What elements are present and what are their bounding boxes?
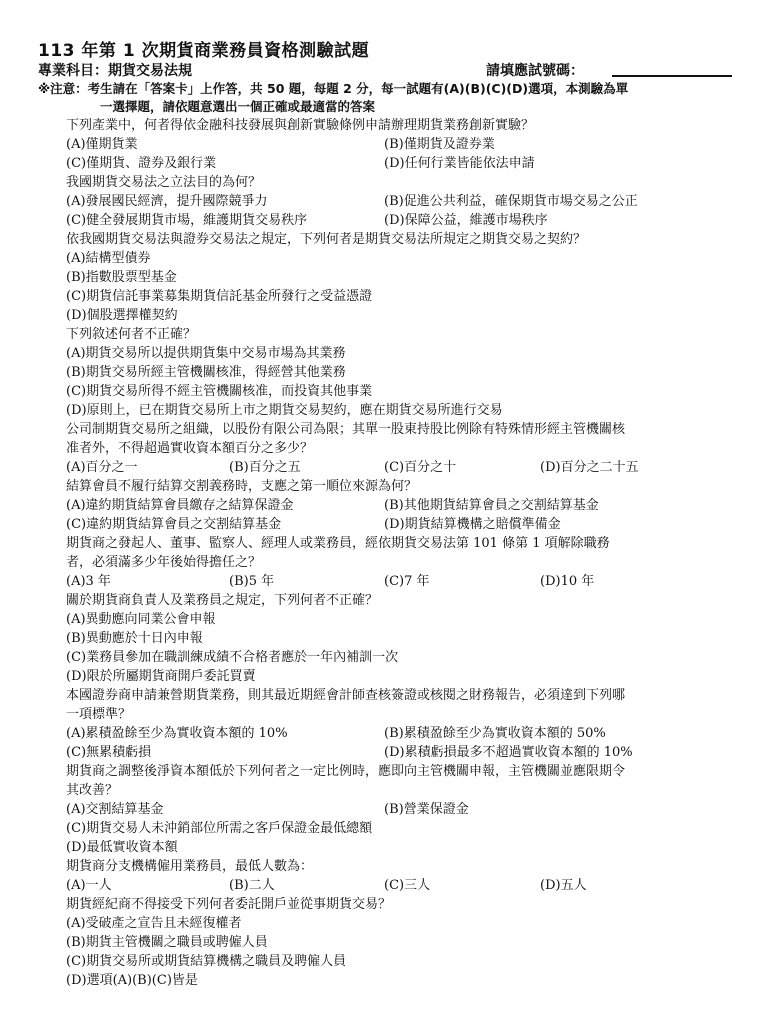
question-stem: 我國期貨交易法之立法目的為何？: [66, 175, 262, 190]
option-d: (D)五人: [540, 878, 587, 893]
option-c: (C)健全發展期貨市場，維護期貨交易秩序: [66, 213, 308, 228]
option-d: (D)10 年: [540, 574, 595, 589]
question-stem: 期貨商之調整後淨資本額低於下列何者之一定比例時，應即向主管機關申報，主管機關並應限期令: [66, 764, 626, 779]
option-d: (D)原則上，已在期貨交易所上市之期貨交易契約，應在期貨交易所進行交易: [66, 403, 503, 418]
question-stem: 期貨經紀商不得接受下列何者委託開戶並從事期貨交易？: [66, 897, 392, 912]
question-stem-cont: 一項標準？: [66, 707, 132, 722]
subject-label: 專業科目：期貨交易法規: [38, 63, 192, 79]
option-a: (A)違約期貨結算會員繳存之結算保證金: [66, 498, 294, 513]
option-d: (D)百分之二十五: [540, 460, 639, 475]
question-stem: 結算會員不履行結算交割義務時，支應之第一順位來源為何？: [66, 479, 418, 494]
question-stem: 公司制期貨交易所之組織，以股份有限公司為限；其單一股東持股比例除有特殊情形經主管機關核: [66, 422, 626, 437]
option-a: (A)交割結算基金: [66, 802, 164, 817]
exam-number-label: 請填應試號碼：: [486, 63, 584, 79]
option-c: (C)百分之十: [384, 460, 457, 475]
option-b: (B)累積盈餘至少為實收資本額的 50%: [384, 726, 606, 741]
question-stem: 期貨商分支機構僱用業務員，最低人數為：: [66, 859, 314, 874]
exam-title: 113 年第 1 次期貨商業務員資格測驗試題: [38, 41, 370, 61]
option-b: (B)促進公共利益，確保期貨市場交易之公正: [384, 194, 638, 209]
option-b: (B)其他期貨結算會員之交割結算基金: [384, 498, 599, 513]
option-b: (B)期貨主管機關之職員或聘僱人員: [66, 935, 268, 950]
option-b: (B)期貨交易所經主管機關核准，得經營其他業務: [66, 365, 346, 380]
option-a: (A)期貨交易所以提供期貨集中交易市場為其業務: [66, 346, 346, 361]
option-a: (A)3 年: [66, 574, 111, 589]
option-d: (D)限於所屬期貨商開戶委託買賣: [66, 669, 256, 684]
option-d: (D)期貨結算機構之賠償準備金: [384, 517, 561, 532]
option-d: (D)個股選擇權契約: [66, 308, 178, 323]
question-stem: 關於期貨商負責人及業務員之規定，下列何者不正確？: [66, 593, 379, 608]
option-c: (C)期貨信託事業募集期貨信託基金所發行之受益憑證: [66, 289, 373, 304]
option-d: (D)累積虧損最多不超過實收資本額的 10%: [384, 745, 633, 760]
option-d: (D)最低實收資本額: [66, 840, 178, 855]
option-c: (C)三人: [384, 878, 431, 893]
option-c: (C)7 年: [384, 574, 430, 589]
option-c: (C)期貨交易人未沖銷部位所需之客戶保證金最低總額: [66, 821, 373, 836]
option-a: (A)累積盈餘至少為實收資本額的 10%: [66, 726, 288, 741]
option-a: (A)一人: [66, 878, 112, 893]
option-a: (A)僅期貨業: [66, 137, 138, 152]
option-a: (A)異動應向同業公會申報: [66, 612, 216, 627]
option-a: (A)發展國民經濟，提升國際競爭力: [66, 194, 268, 209]
question-stem-cont: 其改善？: [66, 783, 119, 798]
question-stem: 期貨商之發起人、董事、監察人、經理人或業務員，經依期貨交易法第 101 條第 1 項解除職務: [66, 536, 610, 551]
option-b: (B)營業保證金: [384, 802, 469, 817]
option-c: (C)僅期貨、證券及銀行業: [66, 156, 217, 171]
option-a: (A)結構型債券: [66, 251, 151, 266]
option-c: (C)違約期貨結算會員之交割結算基金: [66, 517, 282, 532]
option-b: (B)異動應於十日內申報: [66, 631, 203, 646]
notice-line-1: ※注意：考生請在「答案卡」上作答，共 50 題，每題 2 分，每一試題有(A)(B)(C)(D)選項，本測驗為單: [38, 81, 629, 96]
question-stem-cont: 准者外，不得超過實收資本額百分之多少？: [66, 441, 314, 456]
question-stem: 下列產業中，何者得依金融科技發展與創新實驗條例申請辦理期貨業務創新實驗？: [66, 118, 535, 133]
question-stem-cont: 者，必須滿多少年後始得擔任之？: [66, 555, 262, 570]
option-c: (C)期貨交易所得不經主管機關核准，而投資其他事業: [66, 384, 373, 399]
option-c: (C)業務員參加在職訓練成績不合格者應於一年內補訓一次: [66, 650, 399, 665]
option-b: (B)指數股票型基金: [66, 270, 177, 285]
notice-line-2: 一選擇題，請依題意選出一個正確或最適當的答案: [100, 99, 376, 114]
option-b: (B)百分之五: [229, 460, 301, 475]
option-b: (B)5 年: [229, 574, 275, 589]
exam-number-blank: [612, 75, 732, 77]
option-d: (D)選項(A)(B)(C)皆是: [66, 973, 198, 988]
question-stem: 依我國期貨交易法與證券交易法之規定，下列何者是期貨交易法所規定之期貨交易之契約？: [66, 232, 587, 247]
option-c: (C)無累積虧損: [66, 745, 152, 760]
option-b: (B)僅期貨及證券業: [384, 137, 495, 152]
question-stem: 本國證券商申請兼營期貨業務，則其最近期經會計師查核簽證或核閱之財務報告，必須達到下列哪: [66, 688, 626, 703]
option-d: (D)任何行業皆能依法申請: [384, 156, 535, 171]
option-a: (A)百分之一: [66, 460, 138, 475]
option-a: (A)受破產之宣告且未經復權者: [66, 916, 242, 931]
option-c: (C)期貨交易所或期貨結算機構之職員及聘僱人員: [66, 954, 347, 969]
question-stem: 下列敘述何者不正確？: [66, 327, 197, 342]
option-b: (B)二人: [229, 878, 275, 893]
option-d: (D)保障公益，維護市場秩序: [384, 213, 548, 228]
